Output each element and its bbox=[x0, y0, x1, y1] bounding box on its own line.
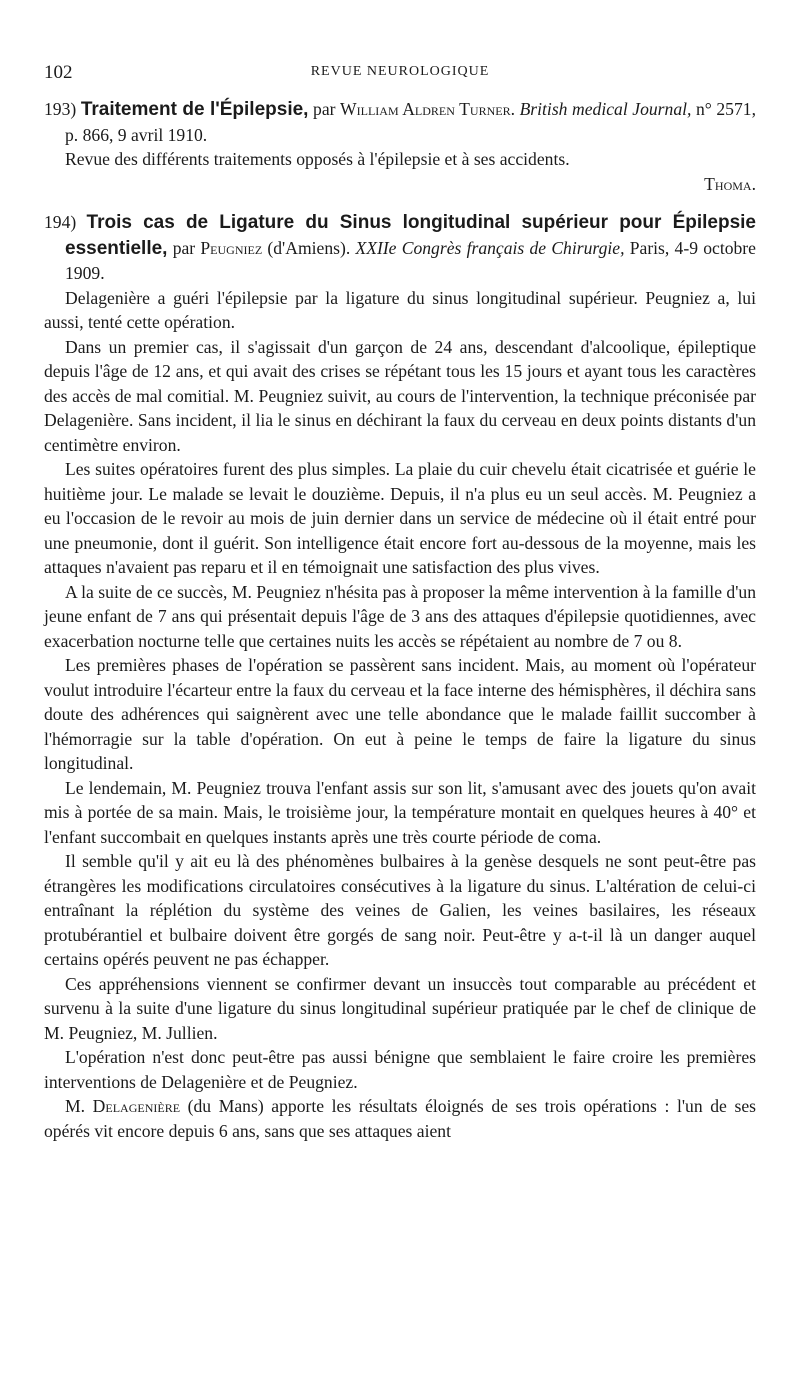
paragraph: Il semble qu'il y ait eu là des phénomènes bulbaires à la genèse desquels ne sont peut-être pas étrangères les modifications circulatoires consécutives à la ligature du sinus. L'altération de celui-ci entraînant la réplétion du système des veines de Galien, les veines basilaires, les réseaux protubérantiel et bulbaire doivent être gorgés de sang noir. Peut-être y a-t-il là un danger auquel certains opérés peuvent ne pas échapper. bbox=[44, 851, 756, 969]
entry-title: Traitement de l'Épilepsie, bbox=[80, 99, 309, 120]
entry-193-heading bbox=[44, 97, 756, 147]
last-paragraph bbox=[44, 1094, 756, 1143]
page-number: 102 bbox=[44, 62, 73, 83]
entry-reference: n° 2571, p. 866, 9 avril 1910. bbox=[65, 99, 756, 145]
paragraph: Le lendemain, M. Peugniez trouva l'enfant assis sur son lit, s'amusant avec des jouets qu'on avait mis à portée de sa main. Mais, le troisième jour, la température montait en quelques heures à 40° et l'enfant succombait en quelques instants après une très courte période de coma. bbox=[44, 777, 756, 847]
entry-by: par bbox=[172, 237, 196, 258]
entry-193-summary: Revue des différents traitements opposés à l'épilepsie et à ses accidents. bbox=[65, 149, 570, 169]
last-paragraph-prefix: M. bbox=[65, 1096, 86, 1116]
paragraph: Dans un premier cas, il s'agissait d'un garçon de 24 ans, descendant d'alcoolique, épileptique depuis l'âge de 12 ans, et qui avait des crises se répétant tous les 15 jours et ayant tous les caractères des accès de mal comitial. M. Peugniez suivit, au cours de l'intervention, la technique préconisée par Delagenière. Sans incident, il lia le sinus en déchirant la faux du cerveau en deux points distants d'un centimètre environ. bbox=[44, 336, 756, 455]
page-body bbox=[44, 97, 756, 1143]
last-paragraph-text: (du Mans) apporte les résultats éloignés de ses trois opérations : l'un de ses opérés vit encore depuis 6 ans, sans que ses attaques aient bbox=[44, 1096, 756, 1141]
paragraph: Ces appréhensions viennent se confirmer devant un insuccès tout comparable au précédent et survenu à la suite d'une ligature du sinus longitudinal supérieur pratiquée par le chef de clinique de M. Peugniez, M. Jullien. bbox=[44, 973, 756, 1043]
entry-reference: Paris, 4-9 octobre 1909. bbox=[65, 237, 756, 283]
paragraph: Les premières phases de l'opération se passèrent sans incident. Mais, au moment où l'opérateur voulut introduire l'écarteur entre la faux du cerveau et la face interne des hémisphères, il déchira sans doute des adhérences qui saignèrent avec une telle abondance que le malade faillit succomber à l'hémorragie sur la table d'opération. On eut à peine le temps de faire la ligature du sinus longitudinal. bbox=[44, 655, 756, 773]
journal-title: REVUE NEUROLOGIQUE bbox=[310, 64, 490, 79]
running-header bbox=[44, 62, 756, 86]
entry-source: XXIIe Congrès français de Chirurgie, bbox=[355, 237, 625, 258]
paragraph: A la suite de ce succès, M. Peugniez n'hésita pas à proposer la même intervention à la famille d'un jeune enfant de 7 ans qui présentait depuis l'âge de 3 ans des attaques d'épilepsie quotidiennes, avec exacerbation nocturne telle que certaines nuits les accès se répétaient au nombre de 7 ou 8. bbox=[44, 581, 756, 651]
entry-193-signature: Thoma. bbox=[704, 173, 756, 194]
entry-number: 194) bbox=[44, 212, 77, 232]
entry-author: Peugniez bbox=[200, 237, 263, 258]
entry-by: par bbox=[313, 99, 336, 119]
entry-194-heading bbox=[44, 210, 756, 286]
paragraph: L'opération n'est donc peut-être pas aussi bénigne que semblaient le faire croire les premières interventions de Delagenière et de Peugniez. bbox=[44, 1047, 756, 1092]
entry-title: Trois cas de Ligature du Sinus longitudinal supérieur pour Épilepsie essentielle, bbox=[65, 212, 756, 259]
entry-place: (d'Amiens). bbox=[267, 237, 351, 258]
paragraph: Les suites opératoires furent des plus simples. La plaie du cuir chevelu était cicatrisée et guérie le huitième jour. Le malade se levait le douzième. Depuis, il n'a plus eu un seul accès. M. Peugniez a eu l'occasion de le revoir au mois de juin dernier dans un service de médecine où il était entré pour une pneumonie, dont il guérit. Son intelligence était encore fort au-dessous de la moyenne, mais les attaques n'avaient pas reparu et il en témoignait une satisfaction des plus vives. bbox=[44, 459, 756, 577]
entry-author: William Aldren Turner. bbox=[340, 99, 515, 119]
entry-number: 193) bbox=[44, 99, 77, 119]
paragraph: Delagenière a guéri l'épilepsie par la ligature du sinus longitudinal supérieur. Peugniez a, lui aussi, tenté cette opération. bbox=[44, 287, 756, 332]
entry-source: British medical Journal, bbox=[519, 99, 692, 119]
last-paragraph-name: Delagenière bbox=[92, 1096, 181, 1116]
